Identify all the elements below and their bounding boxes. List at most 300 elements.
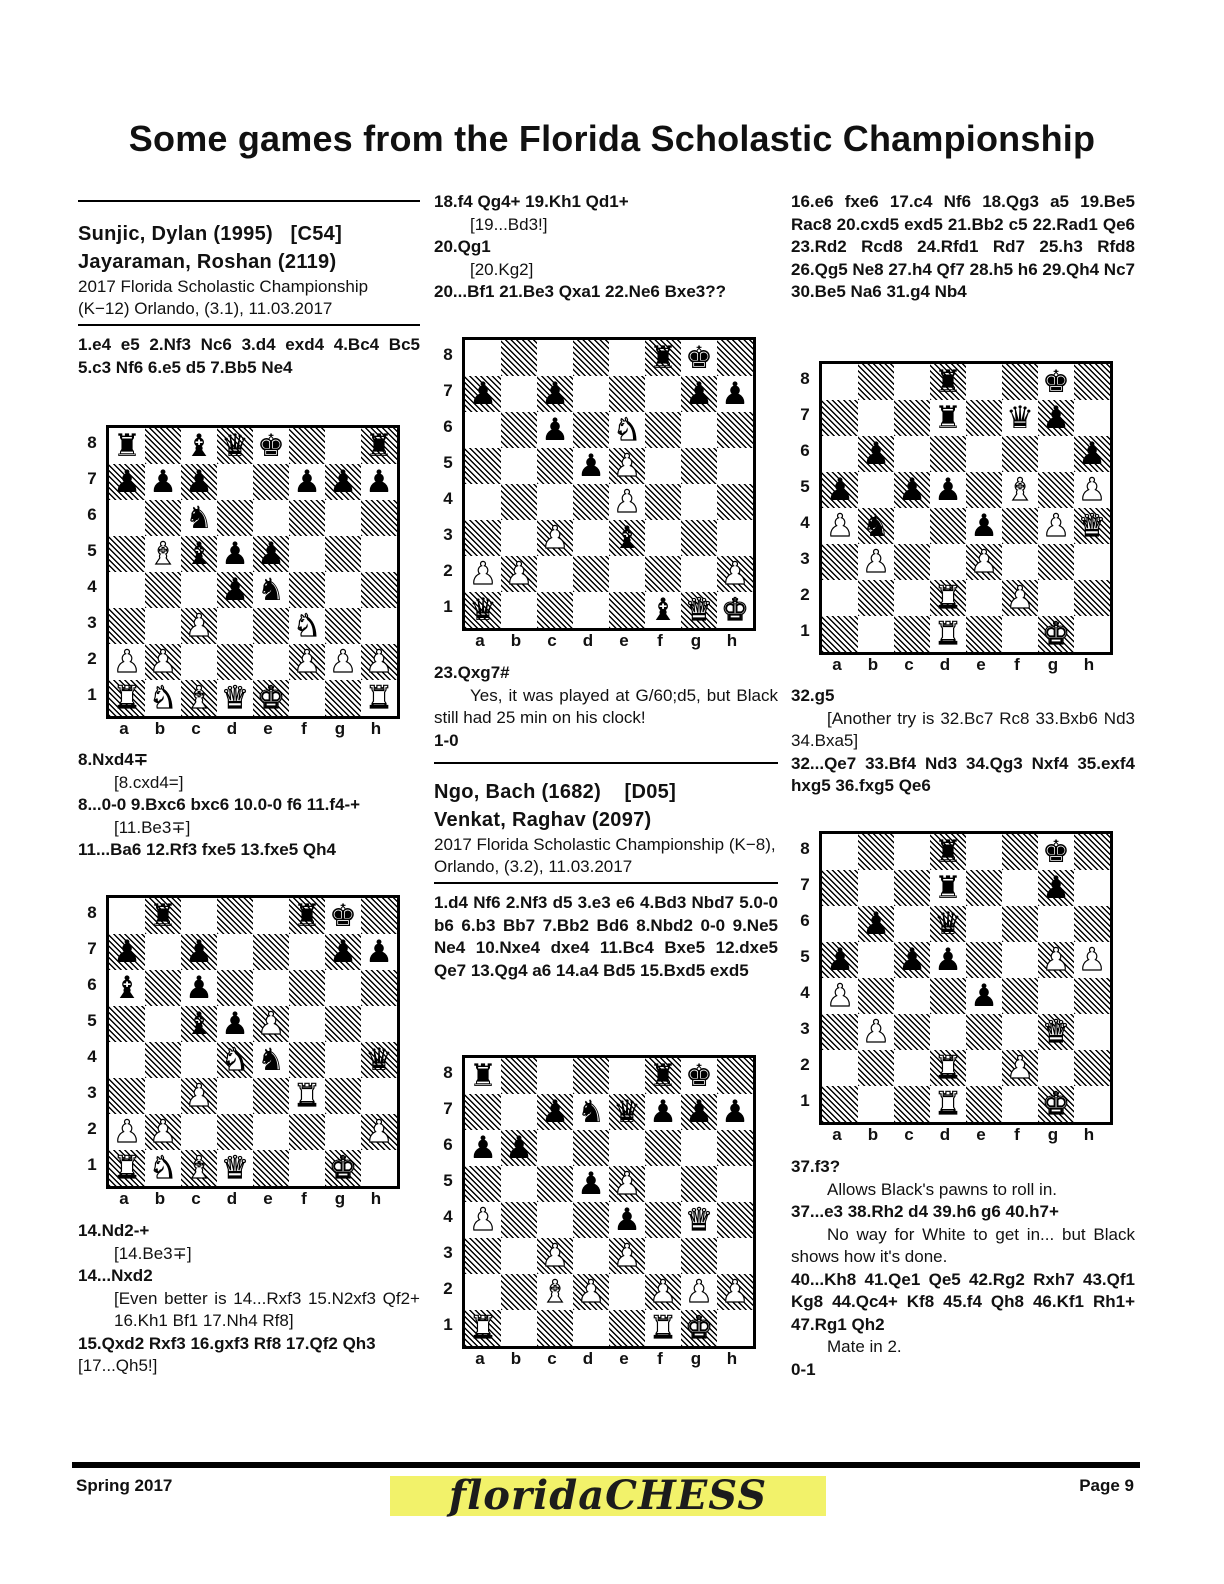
white-pawn-icon: ♟	[365, 643, 393, 680]
square-b8	[145, 428, 181, 464]
square-f1	[645, 592, 681, 628]
black-king-icon: ♚	[685, 339, 713, 376]
square-g8	[681, 1058, 717, 1094]
game2-moves-40-47: 40...Kh8 41.Qe1 Qe5 42.Rg2 Rxh7 43.Qf1 Kg8 44.Qc4+ Kf8 45.f4 Qh8 46.Kf1 Rh1+ 47.Rg1 Qh2	[791, 1269, 1135, 1334]
square-a5	[109, 1006, 145, 1042]
square-g3	[681, 1238, 717, 1274]
square-f7	[645, 376, 681, 412]
square-d5	[217, 536, 253, 572]
square-c2	[181, 644, 217, 680]
square-e4	[609, 484, 645, 520]
square-d1	[930, 616, 966, 652]
white-pawn-icon: ♟	[185, 607, 213, 644]
rank-label: 5	[800, 477, 810, 496]
square-f6	[289, 500, 325, 536]
square-b1	[501, 592, 537, 628]
square-a1	[109, 1150, 145, 1186]
rank-label: 6	[800, 441, 810, 460]
white-pawn-icon: ♟	[613, 1165, 641, 1202]
game1-variation-20: [20.Kg2]	[470, 259, 534, 279]
black-pawn-icon: ♟	[365, 463, 393, 500]
square-f6	[1002, 906, 1038, 942]
black-pawn-icon: ♟	[934, 941, 962, 978]
square-d7	[930, 870, 966, 906]
rank-label: 7	[800, 405, 810, 424]
square-h5	[361, 536, 397, 572]
square-a4	[822, 508, 858, 544]
black-rook-icon: ♜	[934, 869, 962, 906]
black-knight-icon: ♞	[257, 571, 285, 608]
square-h4	[717, 484, 753, 520]
game1-variation-14: [14.Be3∓]	[114, 1243, 192, 1263]
rank-label: 5	[443, 453, 453, 472]
square-e5	[609, 448, 645, 484]
square-b1	[501, 1310, 537, 1346]
rank-label: 8	[87, 433, 97, 452]
square-a6	[109, 500, 145, 536]
square-f4	[645, 1202, 681, 1238]
square-c8	[894, 364, 930, 400]
white-knight-icon: ♞	[149, 679, 177, 716]
white-bishop-icon: ♝	[149, 535, 177, 572]
square-b1	[145, 1150, 181, 1186]
square-e8	[253, 898, 289, 934]
white-rook-icon: ♜	[469, 1309, 497, 1346]
white-pawn-icon: ♟	[1078, 471, 1106, 508]
file-label: e	[976, 1125, 986, 1144]
black-pawn-icon: ♟	[970, 507, 998, 544]
white-knight-icon: ♞	[149, 1149, 177, 1186]
rank-label: 4	[87, 1047, 97, 1066]
square-h6	[1074, 436, 1110, 472]
square-c3	[537, 520, 573, 556]
square-d8	[217, 898, 253, 934]
square-e3	[609, 520, 645, 556]
square-h3	[717, 520, 753, 556]
square-a2	[465, 1274, 501, 1310]
rank-label: 3	[87, 1083, 97, 1102]
black-rook-icon: ♜	[469, 1057, 497, 1094]
black-pawn-icon: ♟	[613, 1201, 641, 1238]
square-c7	[537, 376, 573, 412]
square-d4	[573, 484, 609, 520]
white-queen-icon: ♛	[1042, 1013, 1070, 1050]
square-c2	[181, 1114, 217, 1150]
square-g2	[681, 556, 717, 592]
footer-rule	[72, 1462, 1140, 1468]
rank-label: 8	[87, 903, 97, 922]
black-pawn-icon: ♟	[541, 411, 569, 448]
column-right-mid	[791, 685, 1135, 798]
square-g6	[325, 500, 361, 536]
square-f4	[1002, 978, 1038, 1014]
square-h8	[1074, 364, 1110, 400]
black-pawn-icon: ♟	[970, 977, 998, 1014]
file-label: h	[726, 1349, 738, 1368]
black-rook-icon: ♜	[365, 427, 393, 464]
white-king-icon: ♚	[721, 591, 749, 628]
square-d3	[573, 1238, 609, 1274]
square-f8	[1002, 364, 1038, 400]
square-c2	[537, 556, 573, 592]
black-rook-icon: ♜	[293, 897, 321, 934]
game2-result: 0-1	[791, 1359, 816, 1379]
square-h8	[1074, 834, 1110, 870]
square-f1	[289, 680, 325, 716]
game1-variation-8: [8.cxd4=]	[114, 772, 184, 792]
square-d8	[573, 1058, 609, 1094]
square-b5	[145, 536, 181, 572]
file-label: a	[119, 719, 129, 738]
square-h2	[361, 1114, 397, 1150]
rank-label: 8	[443, 1063, 453, 1082]
black-rook-icon: ♜	[113, 427, 141, 464]
square-c7	[537, 1094, 573, 1130]
white-queen-icon: ♛	[221, 1149, 249, 1186]
square-h8	[361, 898, 397, 934]
game2-event: 2017 Florida Scholastic Championship (K−8), Orlando, (3.2), 11.03.2017	[434, 835, 776, 876]
white-king-icon: ♚	[1042, 615, 1070, 652]
square-c3	[537, 1238, 573, 1274]
square-a8	[109, 428, 145, 464]
square-b3	[858, 544, 894, 580]
white-queen-icon: ♛	[221, 679, 249, 716]
square-a3	[465, 520, 501, 556]
square-a5	[822, 942, 858, 978]
square-e4	[253, 572, 289, 608]
game1-variation-19: [19...Bd3!]	[470, 214, 548, 234]
white-queen-icon: ♛	[685, 1201, 713, 1238]
divider	[78, 324, 420, 326]
square-h1	[361, 680, 397, 716]
square-g8	[1038, 834, 1074, 870]
file-label: e	[263, 1189, 273, 1208]
white-pawn-icon: ♟	[721, 555, 749, 592]
file-label: e	[619, 631, 629, 650]
black-bishop-icon: ♝	[649, 591, 677, 628]
game1-moves-20-22: 20...Bf1 21.Be3 Qxa1 22.Ne6 Bxe3??	[434, 282, 726, 301]
square-e6	[253, 500, 289, 536]
black-pawn-icon: ♟	[898, 471, 926, 508]
chess-board-2	[78, 895, 400, 1209]
white-pawn-icon: ♟	[1042, 941, 1070, 978]
black-pawn-icon: ♟	[577, 1165, 605, 1202]
square-a3	[822, 1014, 858, 1050]
square-g1	[325, 1150, 361, 1186]
rank-label: 5	[800, 947, 810, 966]
game1-variation-11: [11.Be3∓]	[114, 817, 191, 837]
white-rook-icon: ♜	[649, 1309, 677, 1346]
square-h2	[1074, 580, 1110, 616]
square-a5	[465, 1166, 501, 1202]
square-g1	[1038, 616, 1074, 652]
square-e8	[966, 364, 1002, 400]
square-f8	[289, 428, 325, 464]
game2-black: Venkat, Raghav (2097)	[434, 809, 652, 831]
square-b1	[858, 1086, 894, 1122]
file-label: g	[1047, 1125, 1059, 1144]
file-label: f	[657, 631, 663, 650]
square-d5	[573, 1166, 609, 1202]
rank-label: 2	[800, 1055, 810, 1074]
square-d2	[573, 1274, 609, 1310]
square-g3	[325, 608, 361, 644]
black-queen-icon: ♛	[1006, 399, 1034, 436]
file-label: g	[690, 631, 702, 650]
black-king-icon: ♚	[1042, 833, 1070, 870]
game2-white: Ngo, Bach (1682)	[434, 781, 602, 803]
chess-board-1	[78, 425, 400, 739]
square-f2	[1002, 1050, 1038, 1086]
square-a7	[822, 870, 858, 906]
square-b6	[858, 906, 894, 942]
white-knight-icon: ♞	[221, 1041, 249, 1078]
square-h2	[361, 644, 397, 680]
white-bishop-icon: ♝	[185, 679, 213, 716]
square-c5	[894, 472, 930, 508]
square-h6	[717, 412, 753, 448]
column-left-mid	[78, 749, 420, 862]
square-d7	[217, 464, 253, 500]
square-b4	[145, 1042, 181, 1078]
square-h1	[361, 1150, 397, 1186]
file-label: e	[619, 1349, 629, 1368]
rank-label: 1	[87, 685, 97, 704]
game2-comment-37: Allows Black's pawns to roll in.	[827, 1179, 1057, 1199]
square-a3	[109, 1078, 145, 1114]
square-h7	[717, 376, 753, 412]
square-g3	[325, 1078, 361, 1114]
white-pawn-icon: ♟	[541, 1237, 569, 1274]
square-e5	[609, 1166, 645, 1202]
rank-label: 1	[443, 1315, 453, 1334]
square-b4	[145, 572, 181, 608]
black-pawn-icon: ♟	[862, 905, 890, 942]
game2-moves-32-36: 32...Qe7 33.Bf4 Nd3 34.Qg3 Nxf4 35.exf4 hxg5 36.fxg5 Qe6	[791, 753, 1135, 795]
square-d2	[930, 580, 966, 616]
white-pawn-icon: ♟	[862, 1013, 890, 1050]
square-a1	[109, 680, 145, 716]
file-label: g	[690, 1349, 702, 1368]
square-g7	[1038, 400, 1074, 436]
white-pawn-icon: ♟	[613, 1237, 641, 1274]
square-g6	[1038, 906, 1074, 942]
square-h2	[1074, 1050, 1110, 1086]
black-bishop-icon: ♝	[613, 519, 641, 556]
square-f7	[645, 1094, 681, 1130]
white-pawn-icon: ♟	[649, 1273, 677, 1310]
square-f4	[289, 1042, 325, 1078]
square-d2	[930, 1050, 966, 1086]
white-pawn-icon: ♟	[826, 977, 854, 1014]
square-a3	[109, 608, 145, 644]
square-f4	[645, 484, 681, 520]
file-label: h	[370, 719, 382, 738]
square-e6	[609, 412, 645, 448]
black-pawn-icon: ♟	[293, 463, 321, 500]
square-b3	[501, 1238, 537, 1274]
square-a3	[822, 544, 858, 580]
square-b5	[501, 448, 537, 484]
square-g3	[1038, 1014, 1074, 1050]
square-a6	[109, 970, 145, 1006]
square-h7	[361, 934, 397, 970]
square-b4	[858, 978, 894, 1014]
square-d5	[573, 448, 609, 484]
square-c7	[894, 400, 930, 436]
square-h3	[361, 608, 397, 644]
square-g1	[1038, 1086, 1074, 1122]
black-pawn-icon: ♟	[721, 375, 749, 412]
rank-label: 4	[800, 983, 810, 1002]
square-a2	[822, 1050, 858, 1086]
square-h4	[361, 572, 397, 608]
rank-label: 6	[87, 505, 97, 524]
square-h5	[1074, 942, 1110, 978]
black-pawn-icon: ♟	[149, 463, 177, 500]
game2-moves-16-31: 16.e6 fxe6 17.c4 Nf6 18.Qg3 a5 19.Be5 Rac8 20.cxd5 exd5 21.Bb2 c5 22.Rad1 Qe6 23.Rd2 Rcd8 24.Rfd1 Rd7 25.h3 Rfd8 26.Qg5 Ne8 27.h4 Qf7 28.h5 h6 29.Qh4 Nc7 30.Be5 Na6 31.g4 Nb4	[791, 192, 1135, 301]
game1-result: 1-0	[434, 730, 459, 750]
rank-label: 3	[443, 525, 453, 544]
square-e1	[966, 1086, 1002, 1122]
square-d7	[217, 934, 253, 970]
file-label: c	[904, 655, 914, 674]
square-e3	[966, 544, 1002, 580]
rank-label: 1	[87, 1155, 97, 1174]
game1-move-23: 23.Qxg7#	[434, 663, 510, 682]
square-c5	[894, 942, 930, 978]
square-f5	[645, 448, 681, 484]
square-d8	[930, 364, 966, 400]
square-c4	[894, 978, 930, 1014]
square-d8	[217, 428, 253, 464]
square-g6	[681, 1130, 717, 1166]
black-pawn-icon: ♟	[469, 375, 497, 412]
white-king-icon: ♚	[329, 1149, 357, 1186]
white-king-icon: ♚	[257, 679, 285, 716]
square-h5	[361, 1006, 397, 1042]
square-e4	[609, 1202, 645, 1238]
file-label: b	[510, 631, 522, 650]
square-h5	[717, 448, 753, 484]
square-d7	[573, 1094, 609, 1130]
square-g2	[325, 644, 361, 680]
square-g8	[681, 340, 717, 376]
white-pawn-icon: ♟	[329, 643, 357, 680]
black-pawn-icon: ♟	[185, 933, 213, 970]
rank-label: 2	[87, 649, 97, 668]
game1-white-header	[78, 220, 420, 248]
square-c7	[181, 934, 217, 970]
square-f2	[289, 1114, 325, 1150]
square-f2	[645, 556, 681, 592]
rank-label: 2	[443, 1279, 453, 1298]
square-h1	[717, 1310, 753, 1346]
square-c1	[894, 616, 930, 652]
white-pawn-icon: ♟	[469, 555, 497, 592]
black-pawn-icon: ♟	[541, 1093, 569, 1130]
white-king-icon: ♚	[1042, 1085, 1070, 1122]
square-a2	[109, 1114, 145, 1150]
square-b7	[858, 870, 894, 906]
black-knight-icon: ♞	[257, 1041, 285, 1078]
square-b3	[145, 1078, 181, 1114]
square-a8	[109, 898, 145, 934]
square-e1	[253, 1150, 289, 1186]
square-e6	[966, 436, 1002, 472]
square-g1	[325, 680, 361, 716]
square-d4	[573, 1202, 609, 1238]
black-pawn-icon: ♟	[577, 447, 605, 484]
square-b1	[858, 616, 894, 652]
square-d6	[217, 500, 253, 536]
white-rook-icon: ♜	[934, 615, 962, 652]
square-c3	[181, 608, 217, 644]
square-c3	[894, 1014, 930, 1050]
square-c8	[894, 834, 930, 870]
game2-move-32: 32.g5	[791, 686, 835, 705]
square-d4	[930, 978, 966, 1014]
black-pawn-icon: ♟	[365, 933, 393, 970]
file-label: f	[1014, 1125, 1020, 1144]
square-h7	[717, 1094, 753, 1130]
square-b2	[501, 556, 537, 592]
black-knight-icon: ♞	[577, 1093, 605, 1130]
square-g5	[325, 536, 361, 572]
square-d7	[573, 376, 609, 412]
rank-label: 7	[87, 469, 97, 488]
square-b7	[501, 1094, 537, 1130]
square-b8	[858, 834, 894, 870]
white-pawn-icon: ♟	[113, 643, 141, 680]
square-g5	[325, 1006, 361, 1042]
square-a1	[465, 592, 501, 628]
file-label: f	[301, 719, 307, 738]
square-b6	[501, 412, 537, 448]
file-label: b	[867, 1125, 879, 1144]
game1-comment: Yes, it was played at G/60;d5, but Black still had 25 min on his clock!	[434, 685, 778, 727]
white-pawn-icon: ♟	[149, 1113, 177, 1150]
square-d1	[217, 680, 253, 716]
rank-label: 8	[443, 345, 453, 364]
square-c6	[181, 970, 217, 1006]
square-g4	[681, 1202, 717, 1238]
square-h3	[1074, 1014, 1110, 1050]
square-a8	[465, 1058, 501, 1094]
square-c8	[181, 428, 217, 464]
rank-label: 6	[800, 911, 810, 930]
square-a2	[822, 580, 858, 616]
square-b7	[145, 464, 181, 500]
footer-page-number: Page 9	[1079, 1476, 1134, 1495]
black-pawn-icon: ♟	[329, 463, 357, 500]
square-b8	[501, 340, 537, 376]
square-h4	[717, 1202, 753, 1238]
white-pawn-icon: ♟	[293, 643, 321, 680]
square-h2	[717, 556, 753, 592]
black-bishop-icon: ♝	[185, 427, 213, 464]
square-c1	[181, 680, 217, 716]
square-f6	[289, 970, 325, 1006]
file-label: g	[334, 719, 346, 738]
black-pawn-icon: ♟	[541, 375, 569, 412]
square-h5	[717, 1166, 753, 1202]
square-b7	[858, 400, 894, 436]
column-right-bottom	[791, 1156, 1135, 1381]
white-rook-icon: ♜	[113, 1149, 141, 1186]
black-pawn-icon: ♟	[469, 1129, 497, 1166]
square-b4	[858, 508, 894, 544]
